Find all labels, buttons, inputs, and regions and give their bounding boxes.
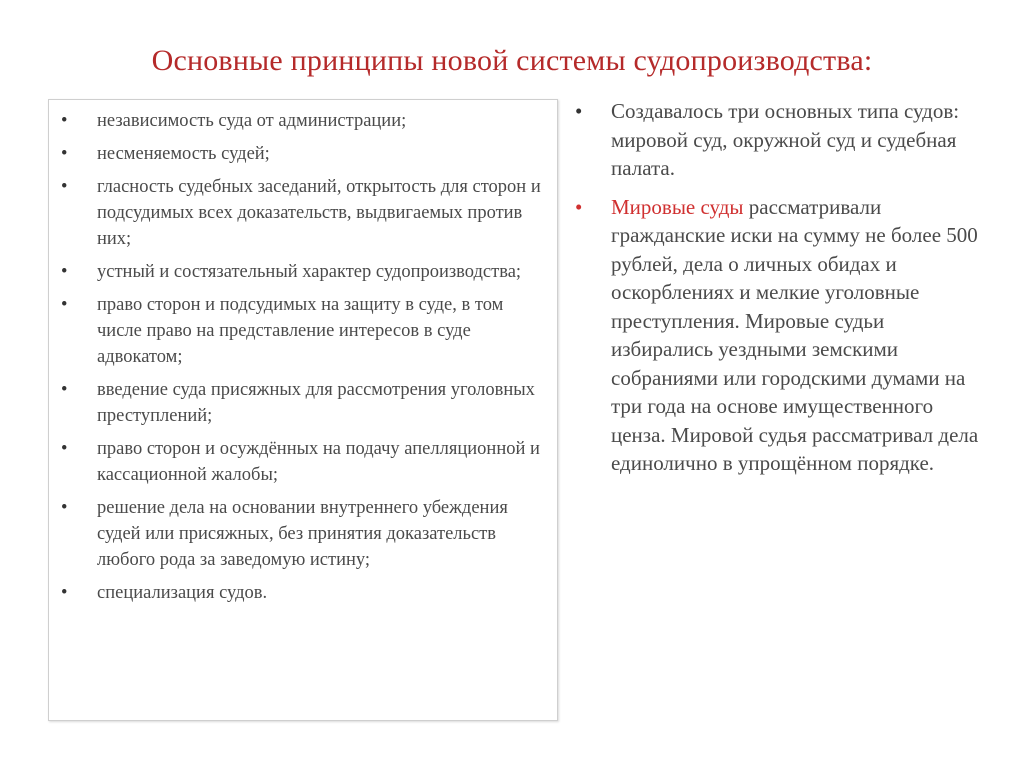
court-types-paragraph	[575, 97, 985, 183]
principle-text: гласность судебных заседаний, открытость для сторон и подсудимых всех доказательств, выдвигаемых против них;	[97, 177, 541, 249]
bullet-icon: •	[575, 194, 583, 219]
mir-courts-highlight: Мировые суды	[611, 194, 744, 219]
principles-list	[49, 100, 557, 606]
principle-item	[49, 436, 543, 488]
bullet-icon: •	[61, 583, 68, 603]
mir-courts-paragraph	[575, 193, 985, 478]
courts-column	[575, 97, 985, 488]
mir-courts-text: рассматривали гражданские иски на сумму не более 500 рублей, дела о личных обидах и оскорблениях и мелкие уголовные преступления. Мировые судьи избирались уездными земскими собраниями или городскими думами на три года на основе имущественного ценза. Мировой судья рассматривал дела единолично в упрощённом порядке.	[611, 194, 979, 475]
principle-item	[49, 141, 543, 167]
bullet-icon: •	[61, 144, 68, 164]
principle-text: устный и состязательный характер судопроизводства;	[97, 262, 522, 282]
principle-text: независимость суда от администрации;	[97, 111, 407, 131]
principle-item	[49, 377, 543, 429]
principle-item	[49, 580, 543, 606]
principle-text: решение дела на основании внутреннего убеждения судей или присяжных, без принятия доказательств любого рода за заведомую истину;	[97, 498, 508, 570]
principle-item	[49, 292, 543, 370]
bullet-icon: •	[61, 295, 68, 315]
bullet-icon: •	[61, 380, 68, 400]
principle-text: введение суда присяжных для рассмотрения уголовных преступлений;	[97, 380, 535, 426]
bullet-icon: •	[61, 262, 68, 282]
bullet-icon: •	[575, 99, 583, 123]
court-types-text: Создавалось три основных типа судов: мировой суд, окружной суд и судебная палата.	[611, 99, 960, 180]
bullet-icon: •	[61, 439, 68, 459]
slide-title: Основные принципы новой системы судопроизводства:	[151, 44, 873, 77]
principle-text: право сторон и осуждённых на подачу апелляционной и кассационной жалобы;	[97, 439, 540, 485]
principle-item	[49, 495, 543, 573]
principle-item	[49, 174, 543, 252]
principle-item	[49, 259, 543, 285]
principle-text: специализация судов.	[97, 583, 268, 603]
bullet-icon: •	[61, 177, 68, 197]
principle-item	[49, 108, 543, 134]
principle-text: несменяемость судей;	[97, 144, 270, 164]
bullet-icon: •	[61, 498, 68, 518]
principles-box	[48, 99, 558, 721]
principle-text: право сторон и подсудимых на защиту в суде, в том числе право на представление интересов в суде адвокатом;	[97, 295, 504, 367]
bullet-icon: •	[61, 111, 68, 131]
